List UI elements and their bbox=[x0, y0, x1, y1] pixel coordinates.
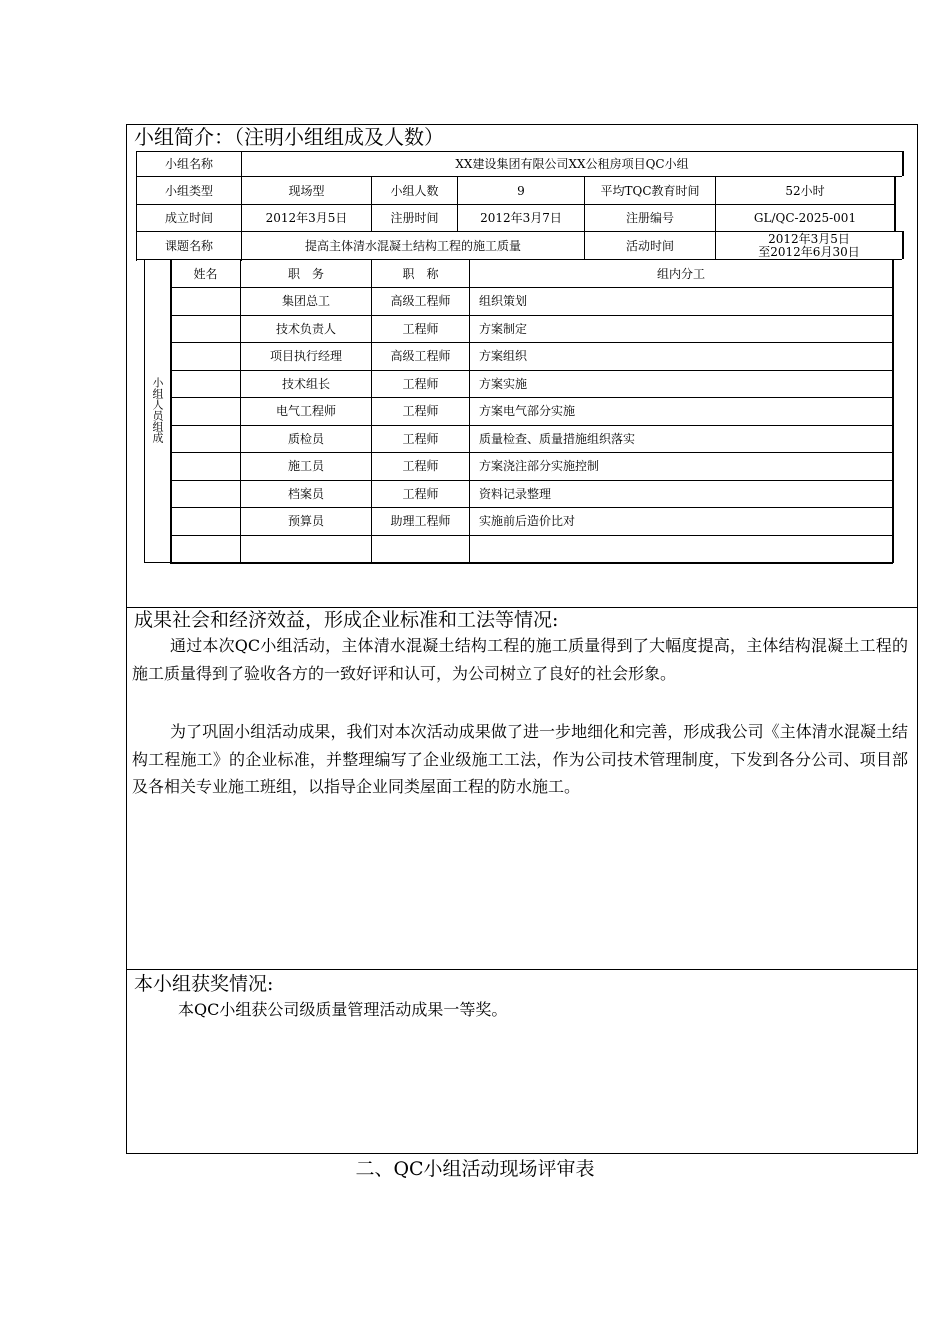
founded-value: 2012年3月5日 bbox=[265, 211, 348, 225]
member-title: 工程师 bbox=[402, 404, 439, 419]
topic-value: 提高主体清水混凝土结构工程的施工质量 bbox=[304, 238, 521, 253]
member-post: 集团总工 bbox=[281, 294, 330, 309]
member-name bbox=[171, 426, 240, 453]
member-duty: 方案电气部分实施 bbox=[479, 404, 576, 419]
section-title-benefits: 成果社会和经济效益，形成企业标准和工法等情况: bbox=[134, 609, 559, 631]
member-duty bbox=[470, 536, 892, 563]
member-duty: 方案制定 bbox=[479, 321, 528, 336]
reg-no-value: GL/QC-2025-001 bbox=[753, 211, 857, 225]
member-title: 高级工程师 bbox=[390, 294, 451, 309]
header-name: 姓名 bbox=[193, 267, 218, 281]
period-to: 至2012年6月30日 bbox=[758, 244, 860, 259]
member-name bbox=[171, 343, 240, 370]
group-name-value: XX建设集团有限公司XX公租房项目QC小组 bbox=[455, 157, 689, 171]
benefits-paragraph-1: 通过本次QC小组活动，主体清水混凝土结构工程的施工质量得到了大幅度提高，主体结构混凝土工程的施工质量得到了验收各方的一致好评和认可，为公司树立了良好的社会形象。 bbox=[132, 636, 908, 683]
period-value bbox=[716, 232, 902, 259]
period-label: 活动时间 bbox=[625, 238, 674, 253]
member-name bbox=[171, 316, 240, 343]
member-post bbox=[241, 536, 371, 563]
member-post: 项目执行经理 bbox=[269, 349, 342, 364]
member-name bbox=[171, 288, 240, 315]
section-title-awards: 本小组获奖情况: bbox=[134, 973, 274, 995]
group-name-label: 小组名称 bbox=[164, 157, 213, 171]
member-name bbox=[171, 371, 240, 398]
member-post: 施工员 bbox=[287, 459, 324, 474]
header-title: 职 称 bbox=[402, 267, 439, 281]
member-name bbox=[171, 508, 240, 535]
member-name bbox=[171, 453, 240, 480]
member-name bbox=[171, 398, 240, 425]
tqc-edu-label: 平均TQC教育时间 bbox=[600, 183, 700, 198]
member-duty: 实施前后造价比对 bbox=[479, 514, 576, 529]
member-title: 高级工程师 bbox=[390, 349, 451, 364]
member-name bbox=[171, 536, 240, 563]
member-post: 质检员 bbox=[287, 431, 324, 446]
member-duty: 质量检查、质量措施组织落实 bbox=[479, 431, 636, 446]
header-duty: 组内分工 bbox=[656, 267, 705, 281]
awards-text: 本QC小组获公司级质量管理活动成果一等奖。 bbox=[178, 1000, 508, 1019]
member-duty: 方案实施 bbox=[479, 376, 528, 391]
benefits-paragraph-2: 为了巩固小组活动成果，我们对本次活动成果做了进一步地细化和完善，形成我公司《主体清水混凝土结构工程施工》的企业标准，并整理编写了企业级施工工法，作为公司技术管理制度，下发到各分公司、项目部及各相关专业施工班组，以指导企业同类屋面工程的防水施工。 bbox=[132, 722, 908, 796]
member-post: 电气工程师 bbox=[275, 404, 336, 419]
member-title bbox=[372, 536, 469, 563]
period-from: 2012年3月5日 bbox=[768, 231, 850, 246]
member-title: 工程师 bbox=[402, 459, 439, 474]
next-table-caption: 二、QC小组活动现场评审表 bbox=[355, 1158, 595, 1180]
member-duty: 资料记录整理 bbox=[479, 486, 552, 501]
member-post: 预算员 bbox=[287, 514, 324, 529]
member-title: 工程师 bbox=[402, 431, 439, 446]
member-title: 工程师 bbox=[402, 486, 439, 501]
founded-label: 成立时间 bbox=[164, 211, 213, 225]
reg-time-label: 注册时间 bbox=[390, 211, 439, 225]
tqc-edu-value: 52小时 bbox=[785, 183, 825, 198]
divider bbox=[126, 969, 918, 970]
member-title: 助理工程师 bbox=[390, 514, 451, 529]
member-post: 技术组长 bbox=[281, 376, 330, 391]
group-type-value: 现场型 bbox=[288, 183, 325, 198]
member-title: 工程师 bbox=[402, 376, 439, 391]
member-duty: 方案浇注部分实施控制 bbox=[479, 459, 600, 474]
section-title-group-intro: 小组简介：（注明小组组成及人数） bbox=[134, 125, 444, 149]
topic-label: 课题名称 bbox=[164, 238, 213, 253]
member-duty: 方案组织 bbox=[479, 349, 528, 364]
header-post: 职 务 bbox=[287, 267, 324, 281]
group-count-label: 小组人数 bbox=[390, 183, 439, 198]
group-type-label: 小组类型 bbox=[164, 183, 213, 198]
member-duty: 组织策划 bbox=[479, 294, 528, 309]
group-count-value: 9 bbox=[517, 183, 525, 198]
member-post: 档案员 bbox=[287, 486, 324, 501]
members-side-label: 小组人员组成 bbox=[151, 377, 164, 443]
member-title: 工程师 bbox=[402, 321, 439, 336]
member-name bbox=[171, 481, 240, 508]
reg-no-label: 注册编号 bbox=[625, 211, 674, 225]
reg-time-value: 2012年3月7日 bbox=[480, 211, 562, 225]
member-post: 技术负责人 bbox=[275, 321, 336, 336]
